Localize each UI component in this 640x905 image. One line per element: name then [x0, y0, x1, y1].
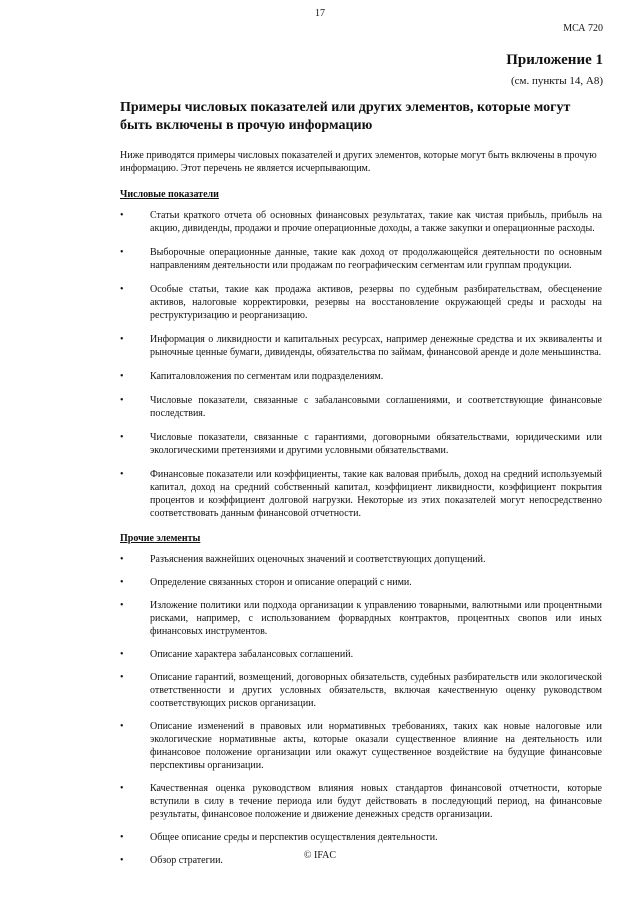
- bullet-icon: •: [120, 210, 124, 221]
- list-item-text: Числовые показатели, связанные с забалансовыми соглашениями, и соответствующие финансовые последствия.: [150, 395, 602, 419]
- list-item: [120, 394, 602, 420]
- bullet-icon: •: [120, 247, 124, 258]
- list-item-text: Описание характера забалансовых соглашений.: [150, 649, 354, 660]
- list-item: [120, 671, 602, 710]
- list-item-text: Определение связанных сторон и описание операций с ними.: [150, 577, 412, 588]
- document-code: МСА 720: [563, 23, 603, 34]
- list-item-text: Капиталовложения по сегментам или подразделениям.: [150, 371, 384, 382]
- list-item: [120, 599, 602, 638]
- main-content: [120, 99, 602, 879]
- appendix-title: Приложение 1: [506, 52, 603, 68]
- list-item-text: Описание изменений в правовых или нормативных требованиях, таких как новые налоговые или экологические нормативные акты, которые оказали существенное влияние на деятельность или финансовое положение организации или окажут существенное воздействие на будущие финансовые перспективы организации.: [150, 721, 602, 771]
- bullet-icon: •: [120, 469, 124, 480]
- footer-copyright: © IFAC: [303, 850, 337, 861]
- list-item-text: Статьи краткого отчета об основных финансовых результатах, такие как чистая прибыль, прибыль на акцию, дивиденды, продажи и прочие операционные доходы, а также закупки и операционные расходы.: [150, 210, 602, 234]
- list-item-text: Обзор стратегии.: [150, 855, 223, 866]
- list-item: [120, 648, 602, 661]
- bullet-icon: •: [120, 649, 124, 660]
- list-item-text: Числовые показатели, связанные с гарантиями, договорными обязательствами, юридическими или экологическими претензиями и другими условными обязательствами.: [150, 432, 602, 456]
- section-heading-numeric: Числовые показатели: [120, 189, 219, 200]
- list-item: [120, 370, 602, 383]
- list-item: [120, 209, 602, 235]
- bullet-icon: •: [120, 554, 124, 565]
- page-number: 17: [315, 8, 325, 19]
- list-item-text: Разъяснения важнейших оценочных значений и соответствующих допущений.: [150, 554, 486, 565]
- list-item: [120, 782, 602, 821]
- list-item-text: Информация о ликвидности и капитальных ресурсах, например денежные средства и их эквиваленты и рыночные ценные бумаги, дивиденды, обязательства по займам, финансовой аренде и доле меньшинства.: [150, 334, 602, 358]
- bullet-icon: •: [120, 672, 124, 683]
- list-item: [120, 283, 602, 322]
- list-item-text: Общее описание среды и перспектив осуществления деятельности.: [150, 832, 438, 843]
- numeric-indicators-list: [120, 209, 602, 520]
- bullet-icon: •: [120, 432, 124, 443]
- bullet-icon: •: [120, 371, 124, 382]
- list-item-text: Качественная оценка руководством влияния новых стандартов финансовой отчетности, которые вступили в силу в течение периода или будут действовать в последующий период, на финансовые результаты, финансовое положение и движение денежных средств организации.: [150, 783, 602, 820]
- list-item: [120, 831, 602, 844]
- list-item: [120, 333, 602, 359]
- bullet-icon: •: [120, 395, 124, 406]
- bullet-icon: •: [120, 855, 124, 866]
- list-item-text: Описание гарантий, возмещений, договорных обязательств, судебных разбирательств или экологической ответственности и других условных обязательств, включая качественную оценку руководством соответствующих рисков организации.: [150, 672, 602, 709]
- list-item-text: Выборочные операционные данные, такие как доход от продолжающейся деятельности по основным направлениям деятельности или продажам по географическим сегментам или группам продукции.: [150, 247, 602, 271]
- bullet-icon: •: [120, 284, 124, 295]
- list-item: [120, 553, 602, 566]
- bullet-icon: •: [120, 721, 124, 732]
- page-title: Примеры числовых показателей или других элементов, которые могут быть включены в прочую информацию: [120, 100, 571, 133]
- bullet-icon: •: [120, 334, 124, 345]
- section-heading-other: Прочие элементы: [120, 533, 201, 544]
- intro-paragraph: Ниже приводятся примеры числовых показателей и других элементов, которые могут быть включены в прочую информацию. Этот перечень не является исчерпывающим.: [120, 150, 597, 174]
- list-item-text: Особые статьи, такие как продажа активов, резервы по судебным разбирательствам, обесценение активов, налоговые корректировки, резервы на восстановление окружающей среды и расходы на реструктуризацию и реорганизацию.: [150, 284, 602, 321]
- list-item: [120, 576, 602, 589]
- list-item-text: Изложение политики или подхода организации к управлению товарными, валютными или процентными рисками, например, с использованием форвардных контрактов, процентных свопов или иных финансовых инструментов.: [150, 600, 602, 637]
- other-elements-list: [120, 553, 602, 867]
- list-item: [120, 468, 602, 520]
- bullet-icon: •: [120, 832, 124, 843]
- list-item-text: Финансовые показатели или коэффициенты, такие как валовая прибыль, доход на средний используемый капитал, доход на средний собственный капитал, коэффициент ликвидности, коэффициент покрытия процентов и коэффициент долговой нагрузки. Некоторые из этих показателей могут непосредственно соответствовать данным финансовой отчетности.: [150, 469, 602, 519]
- bullet-icon: •: [120, 577, 124, 588]
- bullet-icon: •: [120, 783, 124, 794]
- list-item: [120, 246, 602, 272]
- list-item: [120, 720, 602, 772]
- appendix-reference: (см. пункты 14, А8): [510, 75, 603, 87]
- list-item: [120, 431, 602, 457]
- bullet-icon: •: [120, 600, 124, 611]
